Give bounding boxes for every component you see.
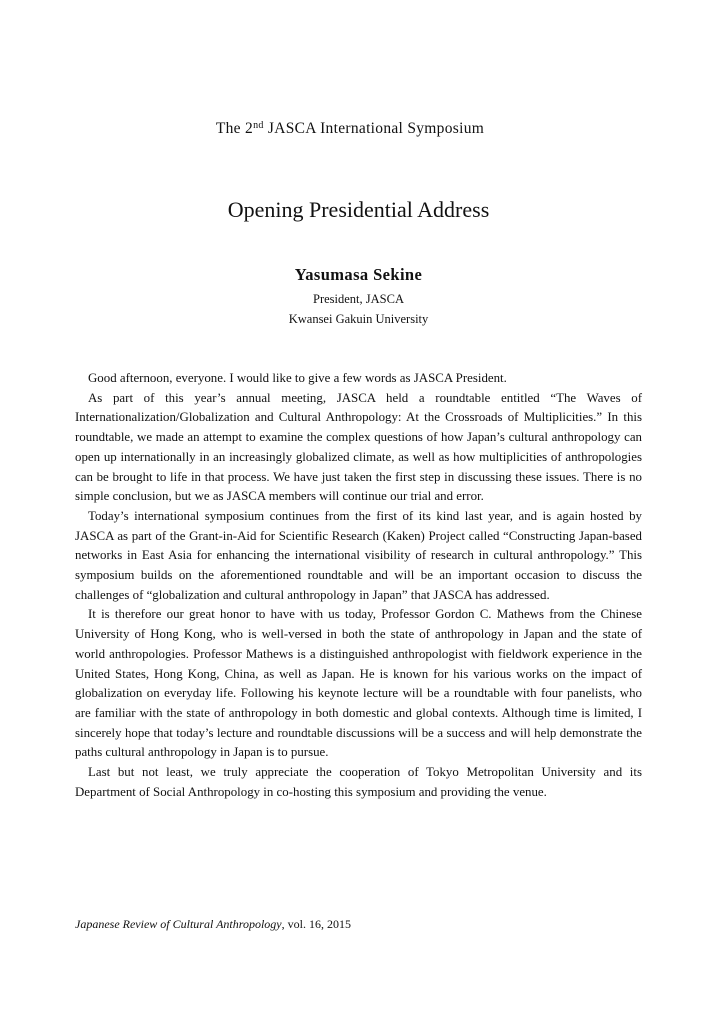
footer-citation <box>75 917 351 932</box>
journal-issue: , vol. 16, 2015 <box>281 917 351 931</box>
author-name: Yasumasa Sekine <box>294 265 423 284</box>
paragraph-4: It is therefore our great honor to have with us today, Professor Gordon C. Mathews from the Chinese University of Hong Kong, who is well-versed in both the state of anthropology in Japan and the state of world anthropologies. Professor Mathews is a distinguished anthropologist with fieldwork experience in the United States, Hong Kong, China, as well as Japan. He is known for his various works on the impact of globalization on everyday life. Following his keynote lecture will be a roundtable with four panelists, who are familiar with the state of anthropology in both domestic and global contexts. Although time is limited, I sincerely hope that today’s lecture and roundtable discussions will be a success and will help demonstrate the paths cultural anthropology in Japan is to pursue. <box>75 607 642 760</box>
author-institution: Kwansei Gakuin University <box>288 312 429 326</box>
symposium-ordinal-suffix: nd <box>253 120 264 131</box>
body-text <box>75 369 642 802</box>
paragraph-5: Last but not least, we truly appreciate the cooperation of Tokyo Metropolitan University and its Department of Social Anthropology in co-hosting this symposium and providing the venue. <box>75 765 642 799</box>
symposium-rest: JASCA International Symposium <box>263 120 485 137</box>
symposium-title <box>0 120 700 138</box>
paragraph-1: Good afternoon, everyone. I would like to give a few words as JASCA President. <box>88 371 507 385</box>
paragraph-2: As part of this year’s annual meeting, JASCA held a roundtable entitled “The Waves of Internationalization/Globalization and Cultural Anthropology: At the Crossroads of Multiplicities.” In this roundtable, we made an attempt to examine the complex questions of how Japan’s cultural anthropology can open up internationally in an increasingly globalized climate, as well as how multiplicities of anthropologies can be brought to life in that process. We have just taken the first step in discussing these issues. There is no simple conclusion, but we as JASCA members will continue our trial and error. <box>75 390 642 504</box>
author-role: President, JASCA <box>313 292 404 306</box>
journal-name: Japanese Review of Cultural Anthropology <box>75 917 282 931</box>
paragraph-3: Today’s international symposium continues from the first of its kind last year, and is again hosted by JASCA as part of the Grant-in-Aid for Scientific Research (Kaken) Project called “Constructing Japan-based networks in East Asia for enhancing the international visibility of research in cultural anthropology.” This symposium builds on the aforementioned roundtable and will be an important occasion to discuss the challenges of “globalization and cultural anthropology in Japan” that JASCA has addressed. <box>75 508 642 602</box>
symposium-prefix: The 2 <box>215 120 254 137</box>
address-title: Opening Presidential Address <box>227 197 490 222</box>
